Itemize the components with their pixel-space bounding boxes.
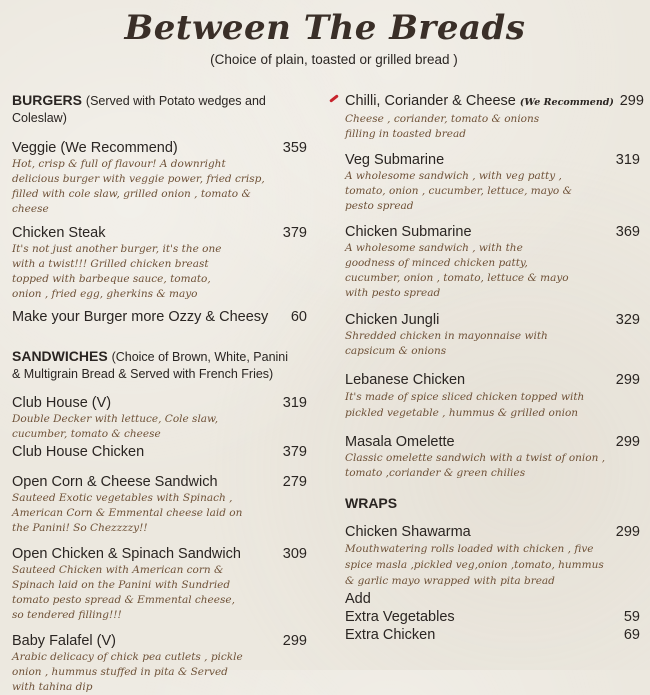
menu-item xyxy=(345,311,640,359)
item-description: It's not just another burger, it's the one with a twist!!! Grilled chicken breast topped with barbeque sauce, tomato, onion , fried egg, gherkins & mayo xyxy=(12,243,222,300)
item-name: Chicken Steak xyxy=(12,225,106,241)
menu-item xyxy=(12,632,307,695)
section-name: BURGERS xyxy=(12,92,83,108)
item-name-text: Chilli, Coriander & Cheese xyxy=(345,93,516,109)
item-price: 299 xyxy=(615,524,640,540)
item-description: Cheese , coriander, tomato & onions filling in toasted bread xyxy=(345,113,540,140)
menu-header xyxy=(0,6,650,67)
right-column xyxy=(345,92,644,644)
item-name: Lebanese Chicken xyxy=(345,372,466,388)
item-price: 319 xyxy=(615,152,640,168)
item-name: Chicken Shawarma xyxy=(345,524,471,540)
menu-item xyxy=(345,151,640,214)
item-price: 379 xyxy=(282,444,307,460)
item-description: Double Decker with lettuce, Cole slaw, cucumber, tomato & cheese xyxy=(12,413,219,440)
item-description: A wholesome sandwich , with the goodness of minced chicken patty, cucumber, onion , tomato, lettuce & mayo with pesto spread xyxy=(345,242,569,299)
section-note: (Served with Potato wedges and Coleslaw) xyxy=(12,94,266,125)
recommend-badge: (We Recommend) xyxy=(519,97,614,108)
item-description: Arabic delicacy of chick pea cutlets , pickle onion , hummus stuffed in pita & Served with tahina dip xyxy=(12,651,243,693)
menu-item xyxy=(12,545,307,623)
item-description: Hot, crisp & full of flavour! A downright delicious burger with veggie power, fried crisp, filled with cole slaw, grilled onion , tomato & cheese xyxy=(12,158,265,215)
addons-label xyxy=(345,590,640,608)
chili-icon xyxy=(329,94,339,103)
item-description: Shredded chicken in mayonnaise with capsicum & onions xyxy=(345,330,548,357)
page-title: Between The Breads xyxy=(124,8,526,48)
item-price: 69 xyxy=(623,627,640,643)
section-name: SANDWICHES xyxy=(12,348,108,364)
addon-item xyxy=(345,608,640,626)
item-price: 299 xyxy=(615,434,640,450)
item-price: 60 xyxy=(290,309,307,325)
item-name: Chicken Jungli xyxy=(345,312,440,328)
item-name: Baby Falafel (V) xyxy=(12,633,116,649)
page-subtitle: (Choice of plain, toasted or grilled bread ) xyxy=(210,52,458,67)
item-name: Masala Omelette xyxy=(345,434,455,450)
item-description: It's made of spice sliced chicken topped with pickled vegetable , hummus & grilled onion xyxy=(345,391,585,419)
addons-label-text: Add xyxy=(345,591,371,607)
item-price: 279 xyxy=(282,474,307,490)
item-price: 309 xyxy=(282,546,307,562)
item-name: Club House Chicken xyxy=(12,444,145,460)
section-title-burgers xyxy=(12,92,307,126)
item-price: 59 xyxy=(623,609,640,625)
section-title-wraps: WRAPS xyxy=(345,495,398,511)
item-name xyxy=(345,92,614,112)
menu-item xyxy=(345,371,640,421)
left-column xyxy=(12,92,307,695)
item-name: Make your Burger more Ozzy & Cheesy xyxy=(12,309,269,325)
addon-item xyxy=(345,626,640,644)
menu-item xyxy=(12,224,307,302)
menu-item xyxy=(345,92,644,142)
item-price: 369 xyxy=(615,224,640,240)
item-name: Extra Vegetables xyxy=(345,609,455,625)
item-name: Club House (V) xyxy=(12,395,112,411)
menu-item xyxy=(12,308,307,326)
section-title-sandwiches xyxy=(12,348,292,382)
menu-item xyxy=(12,443,307,461)
item-name: Chicken Submarine xyxy=(345,224,472,240)
item-description: Sauteed Exotic vegetables with Spinach , American Corn & Emmental cheese laid on the Panini! So Chezzzzy!! xyxy=(12,492,243,534)
item-name: Extra Chicken xyxy=(345,627,436,643)
item-description: Classic omelette sandwich with a twist of onion , tomato ,coriander & green chilies xyxy=(345,452,606,479)
menu-item xyxy=(12,139,307,217)
menu-item xyxy=(12,473,307,536)
item-description: Sauteed Chicken with American corn & Spinach laid on the Panini with Sundried tomato pesto spread & Emmental cheese, so tendered filling!!! xyxy=(12,564,235,621)
menu-item xyxy=(345,223,640,301)
item-description: A wholesome sandwich , with veg patty , tomato, onion , cucumber, lettuce, mayo & pesto spread xyxy=(345,170,572,212)
item-description: Mouthwatering rolls loaded with chicken , five spice masla ,pickled veg,onion ,tomato, hummus & garlic mayo wrapped with pita bread xyxy=(345,543,604,587)
item-price: 319 xyxy=(282,395,307,411)
item-price: 329 xyxy=(615,312,640,328)
item-price: 299 xyxy=(619,93,644,109)
item-name: Open Chicken & Spinach Sandwich xyxy=(12,546,241,562)
item-name: Veg Submarine xyxy=(345,152,445,168)
menu-item xyxy=(345,523,640,589)
item-price: 299 xyxy=(615,372,640,388)
menu-item xyxy=(345,433,640,481)
item-name: Open Corn & Cheese Sandwich xyxy=(12,474,218,490)
item-price: 379 xyxy=(282,225,307,241)
menu-item xyxy=(12,394,307,442)
item-price: 359 xyxy=(282,140,307,156)
section-note: (Choice of Brown, White, Panini & Multigrain Bread & Served with French Fries) xyxy=(12,350,289,381)
item-name: Veggie (We Recommend) xyxy=(12,140,178,156)
item-price: 299 xyxy=(282,633,307,649)
